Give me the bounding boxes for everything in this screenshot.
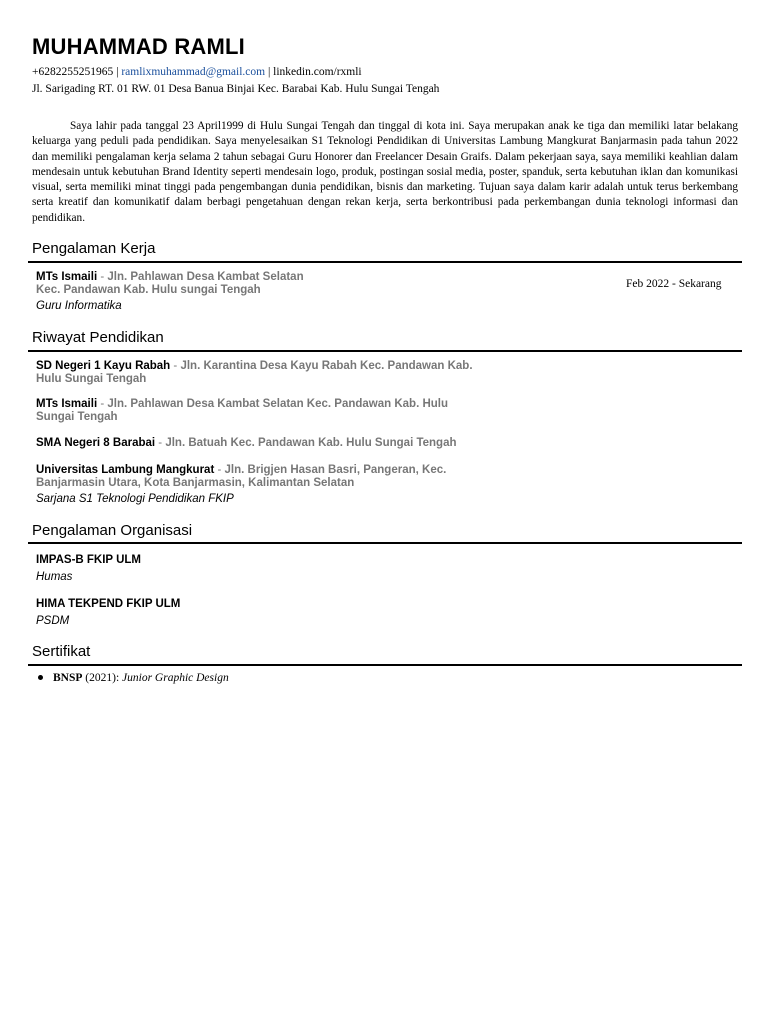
organization-role: PSDM <box>36 615 70 627</box>
school-address: Jln. Pahlawan Desa Kambat Selatan Kec. Pandawan Kab. Hulu <box>107 398 449 410</box>
contact-line <box>32 66 362 78</box>
certificate-issuer: BNSP <box>53 672 83 684</box>
profile-summary: Saya lahir pada tanggal 23 April1999 di Hulu Sungai Tengah dan tinggal di kota ini. Saya merupakan anak ke tiga dan memiliki latar belakang keluarga yang peduli pada pendidikan. Saya menyelesaikan S1 Teknologi Pendidikan di Universitas Lambung Mangkurat Banjarmasin pada tahun 2022 dan memiliki pengalaman kerja selama 2 tahun sebagai Guru Honorer dan Freelancer Desain Graifs. Dalam pekerjaan saya, saya memiliki keahlian dalam mendesain untuk kebutuhan Brand Identity seperti mendesain logo, produk, postingan sosial media, poster, spanduk, serta kebutuhan iklan dan komunikasi visual, serta memiliki minat tinggi pada pengembangan dunia pendidikan, bisnis dan marketing. Tujuan saya dalam karir adalah untuk terus berkembang serta kreatif dan komunikatif dalam berbagi pengetahuan dengan rekan kerja, serta berkontribusi pada perkembangan dunia teknologi informasi dan pendidikan. <box>32 120 738 224</box>
certificate-name: Junior Graphic Design <box>122 672 229 684</box>
school-address: Jln. Brigjen Hasan Basri, Pangeran, Kec. <box>224 464 447 476</box>
institution-name: MTs Ismaili <box>36 271 98 283</box>
certificate-year: (2021): <box>82 672 123 684</box>
organization-name: HIMA TEKPEND FKIP ULM <box>36 598 181 610</box>
experience-entry <box>36 271 304 296</box>
phone-number: +6282255251965 <box>32 66 114 78</box>
institution-address: Jln. Pahlawan Desa Kambat Selatan <box>107 271 304 283</box>
school-address: Hulu Sungai Tengah <box>36 372 147 385</box>
school-address: Jln. Karantina Desa Kayu Rabah Kec. Pandawan Kab. <box>180 360 473 372</box>
section-title-education: Riwayat Pendidikan <box>32 329 164 346</box>
section-title-certificates: Sertifikat <box>32 643 91 660</box>
contact-separator: | <box>116 66 119 78</box>
education-entry <box>36 464 446 489</box>
certificate-item <box>38 672 229 684</box>
bullet-icon <box>38 675 43 680</box>
school-name: Universitas Lambung Mangkurat <box>36 464 215 476</box>
school-name: SD Negeri 1 Kayu Rabah <box>36 360 171 372</box>
entry-separator: - <box>97 398 108 410</box>
education-entry <box>36 360 473 385</box>
address: Jl. Sarigading RT. 01 RW. 01 Desa Banua Binjai Kec. Barabai Kab. Hulu Sungai Tengah <box>32 83 440 95</box>
organization-role: Humas <box>36 571 73 583</box>
entry-separator: - <box>97 271 108 283</box>
school-address: Banjarmasin Utara, Kota Banjarmasin, Kalimantan Selatan <box>36 476 355 489</box>
section-divider <box>28 350 742 352</box>
education-entry <box>36 437 457 450</box>
section-divider <box>28 542 742 544</box>
organization-name: IMPAS-B FKIP ULM <box>36 554 141 566</box>
degree: Sarjana S1 Teknologi Pendidikan FKIP <box>36 493 234 505</box>
entry-separator: - <box>214 464 225 476</box>
employment-date: Feb 2022 - Sekarang <box>626 278 722 290</box>
section-title-experience: Pengalaman Kerja <box>32 240 156 257</box>
candidate-name: MUHAMMAD RAMLI <box>32 34 245 59</box>
institution-address: Kec. Pandawan Kab. Hulu sungai Tengah <box>36 283 261 296</box>
school-name: SMA Negeri 8 Barabai <box>36 437 156 449</box>
school-name: MTs Ismaili <box>36 398 98 410</box>
contact-separator: | <box>267 66 271 78</box>
section-title-organization: Pengalaman Organisasi <box>32 522 193 539</box>
school-address: Jln. Batuah Kec. Pandawan Kab. Hulu Sungai Tengah <box>165 437 457 449</box>
entry-separator: - <box>170 360 181 372</box>
section-divider <box>28 261 742 263</box>
school-address: Sungai Tengah <box>36 410 118 423</box>
section-divider <box>28 664 742 666</box>
job-role: Guru Informatika <box>36 300 122 312</box>
education-entry <box>36 398 448 423</box>
email-link[interactable]: ramlixmuhammad@gmail.com <box>121 66 266 78</box>
entry-separator: - <box>155 437 166 449</box>
linkedin-link[interactable]: linkedin.com/rxmli <box>273 66 362 78</box>
